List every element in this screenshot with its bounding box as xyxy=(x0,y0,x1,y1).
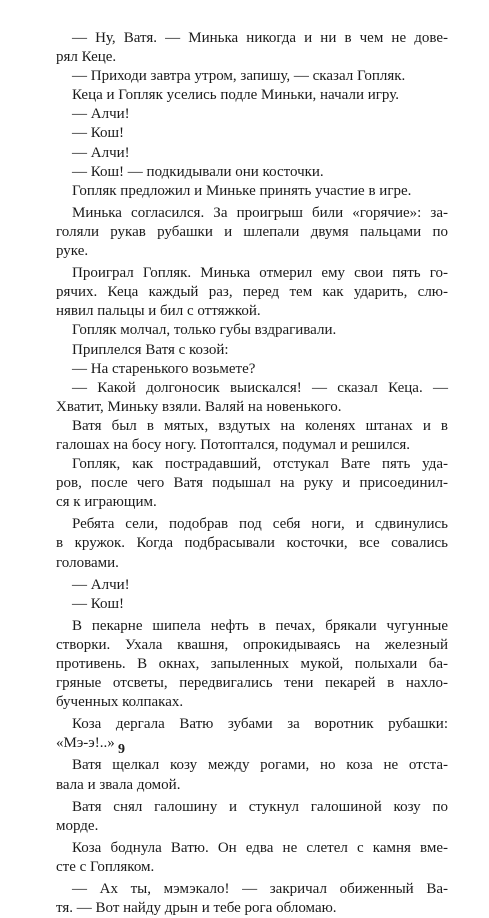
text-line: противень. В окнах, запыленных мукой, полыхали ба- xyxy=(56,656,448,672)
paragraph xyxy=(56,341,448,360)
text-line: — Алчи! xyxy=(72,106,130,123)
text-line: Хватит, Миньку взяли. Валяй на новенького. xyxy=(56,398,342,415)
text-line: голяли рукав рубашки и шлепали двумя пальцами по xyxy=(56,223,448,240)
paragraph xyxy=(56,617,448,712)
text-line: головами. xyxy=(56,554,119,571)
paragraph xyxy=(56,182,448,201)
paragraph xyxy=(56,515,448,572)
paragraph xyxy=(56,455,448,512)
text-line: Проиграл Гопляк. Минька отмерил ему свои пять го- xyxy=(72,265,448,282)
paragraph xyxy=(56,756,448,794)
text-line: рячих. Кеца каждый раз, перед тем как ударить, слю- xyxy=(56,284,448,301)
paragraph xyxy=(56,595,448,614)
text-line: «Мэ-э!..» xyxy=(56,735,115,752)
text-line: Ватя был в мятых, вздутых на коленях штанах и в xyxy=(72,417,448,434)
text-line: — Какой долгоносик выискался! — сказал Кеца. — xyxy=(72,379,448,396)
paragraph xyxy=(56,379,448,417)
page-body-text xyxy=(56,29,448,918)
paragraph xyxy=(56,798,448,836)
text-line: створки. Ухала квашня, опрокидываясь на железный xyxy=(56,636,448,653)
text-line: — На старенького возьмете? xyxy=(72,360,256,377)
paragraph xyxy=(56,880,448,918)
text-line: — Кош! xyxy=(72,125,125,142)
text-line: Ватя снял галошину и стукнул галошиной козу по xyxy=(72,798,448,815)
paragraph xyxy=(56,360,448,379)
paragraph xyxy=(56,417,448,455)
paragraph xyxy=(56,67,448,86)
paragraph xyxy=(56,264,448,321)
text-line: рял Кеце. xyxy=(56,49,117,66)
text-line: — Алчи! xyxy=(72,144,130,161)
paragraph xyxy=(56,144,448,163)
paragraph xyxy=(56,321,448,340)
text-line: нявил пальцы и бил с оттяжкой. xyxy=(56,303,261,320)
text-line: ся к играющим. xyxy=(56,494,157,511)
text-line: — Ах ты, мэмэкало! — закричал обиженный Ва- xyxy=(72,881,448,898)
text-line: морде. xyxy=(56,817,99,834)
text-line: — Приходи завтра утром, запишу, — сказал Гопляк. xyxy=(72,68,406,85)
paragraph xyxy=(56,204,448,261)
text-line: В пекарне шипела нефть в печах, брякали чугунные xyxy=(72,617,448,634)
text-line: бученных колпаках. xyxy=(56,694,184,711)
text-line: Минька согласился. За проигрыш били «горячие»: за- xyxy=(72,204,448,221)
paragraph xyxy=(56,576,448,595)
paragraph xyxy=(56,29,448,67)
text-line: ров, после чего Ватя подышал на руку и присоединил- xyxy=(56,475,448,492)
text-line: руке. xyxy=(56,243,89,260)
text-line: Коза дергала Ватю зубами за воротник рубашки: xyxy=(72,716,448,733)
text-line: тя. — Вот найду дрын и тебе рога обломаю. xyxy=(56,900,337,917)
text-line: гряные отсветы, передвигались тени пекарей в нахло- xyxy=(56,675,448,692)
text-line: — Ну, Ватя. — Минька никогда и ни в чем не дове- xyxy=(72,30,448,46)
text-line: — Кош! xyxy=(72,595,125,612)
paragraph xyxy=(56,124,448,143)
text-line: Гопляк молчал, только губы вздрагивали. xyxy=(72,322,337,339)
text-line: — Алчи! xyxy=(72,576,130,593)
text-line: вала и звала домой. xyxy=(56,776,181,793)
text-line: сте с Гопляком. xyxy=(56,858,155,875)
text-line: Гопляк предложил и Миньке принять участие в игре. xyxy=(72,182,412,199)
paragraph xyxy=(56,86,448,105)
paragraph xyxy=(56,715,448,753)
paragraph xyxy=(56,839,448,877)
text-line: Гопляк, как пострадавший, отстукал Вате пять уда- xyxy=(72,456,448,473)
text-line: Кеца и Гопляк уселись подле Миньки, начали игру. xyxy=(72,87,399,104)
text-line: Коза боднула Ватю. Он едва не слетел с камня вме- xyxy=(72,839,448,856)
text-line: в кружок. Когда подбрасывали косточки, все совались xyxy=(56,535,448,552)
page-number: 9 xyxy=(118,742,125,757)
text-line: — Кош! — подкидывали они косточки. xyxy=(72,163,324,180)
text-line: Ребята сели, подобрав под себя ноги, и сдвинулись xyxy=(72,516,448,533)
text-line: Приплелся Ватя с козой: xyxy=(72,341,229,358)
text-line: галошах на босу ногу. Потоптался, подумал и решился. xyxy=(56,436,411,453)
paragraph xyxy=(56,163,448,182)
text-line: Ватя щелкал козу между рогами, но коза не отста- xyxy=(72,757,448,774)
paragraph xyxy=(56,105,448,124)
